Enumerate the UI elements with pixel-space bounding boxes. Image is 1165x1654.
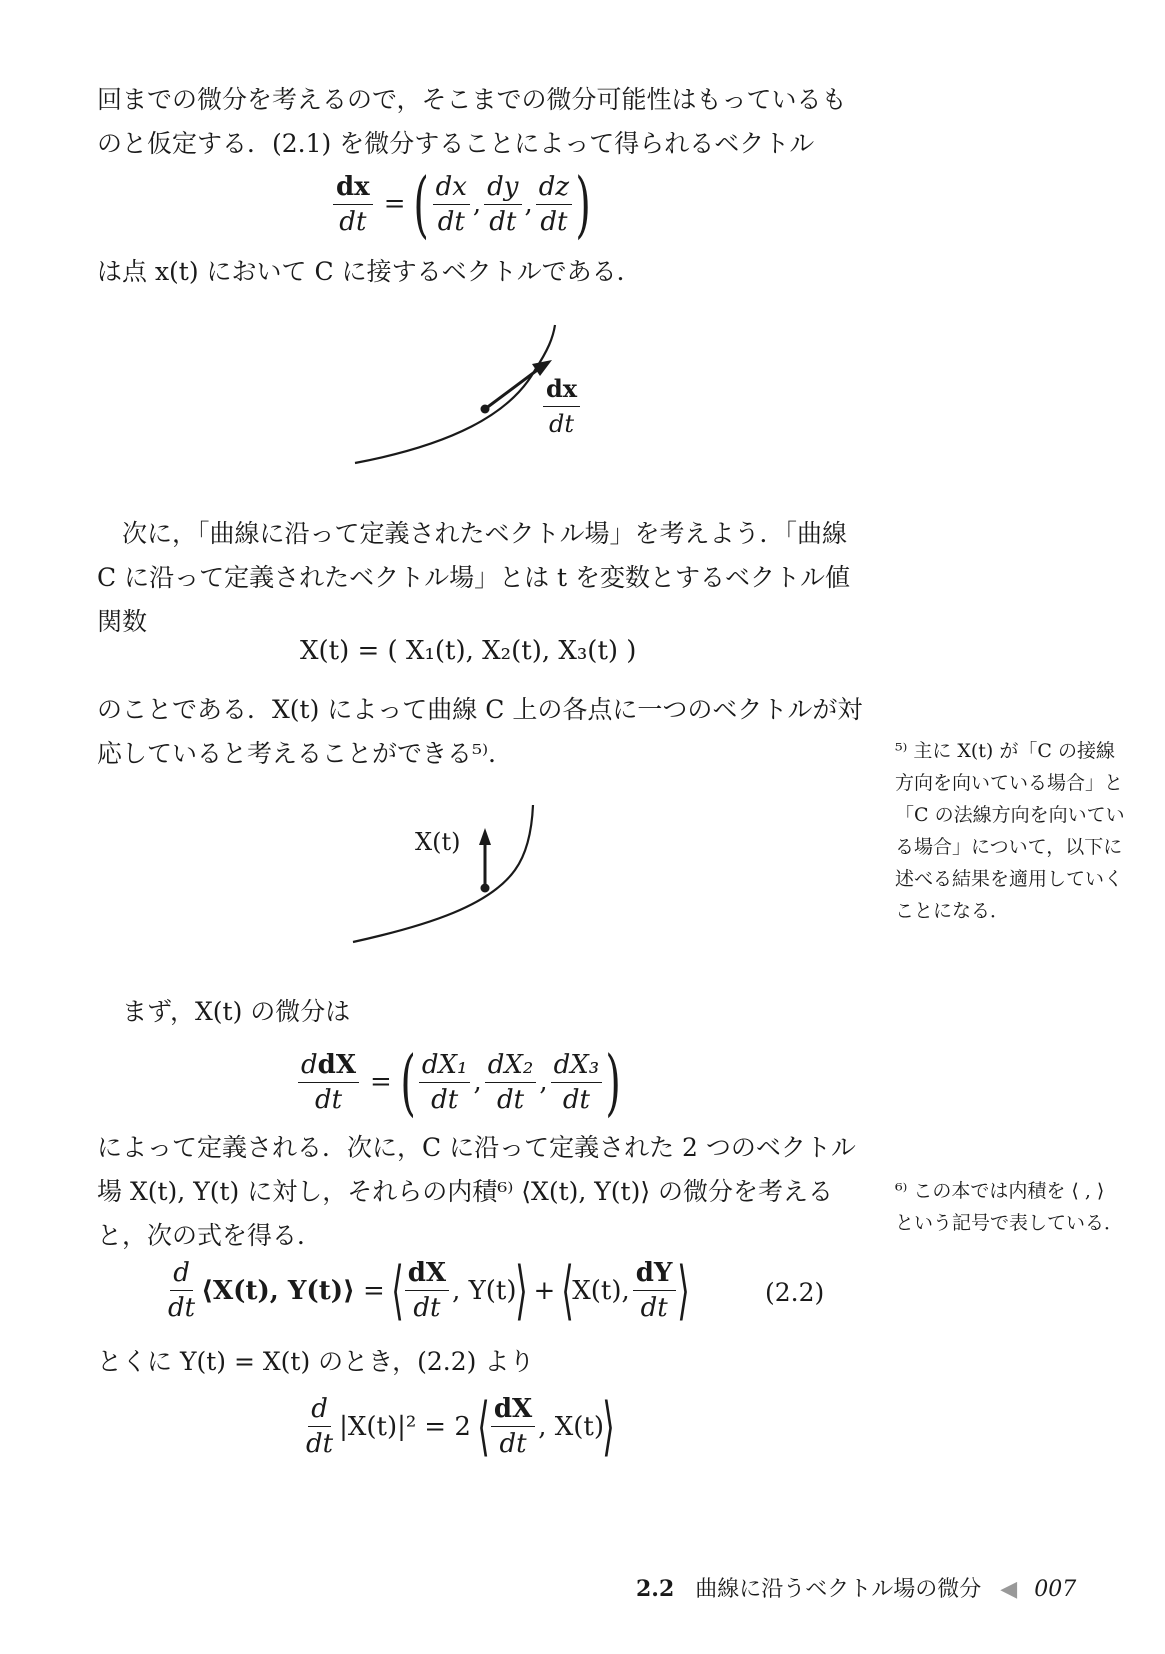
paragraph-vector-field: 次に，「曲線に沿って定義されたベクトル場」を考えよう．「曲線 C に沿って定義されたベクトル場」とは t を変数とするベクトル値関数 [97,519,851,636]
footer-title: 曲線に沿うベクトル場の微分 [695,1577,982,1602]
paragraph-special-case: とくに Y(t) = X(t) のとき，(2.2) より [97,1347,535,1376]
equation-vector-derivative: $\frac{\text{ddX}}{dt}$ = ( $\frac{\text{dX₁}}{dt}$ , $\frac{\text{dX₂}}{dt}$ , $\frac{\text{dX₃}}{dt}$ ) [295,1046,621,1118]
equation-number-2-2: (2.2) [765,1278,825,1307]
equation-vector-field: X(t) = ( X₁(t), X₂(t), X₃(t) ) [300,636,637,666]
footer-triangle-icon: ◀ [1000,1577,1018,1602]
equation-2-2: $\frac{d}{dt}$ ⟨X(t), Y(t)⟩ = ⟨ $\frac{dX}{dt}$ , Y(t) ⟩ + ⟨ X(t), $\frac{dY}{dt}$ ⟩ [168,1253,690,1328]
equation-tangent-vector: $\frac{dx}{dt}$ = ( $\frac{dx}{dt}$ , $\frac{dy}{dt}$ , $\frac{dz}{dt}$ ) [330,168,591,240]
paragraph-derivative: まず，X(t) の微分は [122,997,351,1026]
page-number: 007 [1034,1577,1077,1602]
footnote-6: ⁶⁾ この本では内積を ⟨ , ⟩ という記号で表している． [895,1180,1124,1234]
figure-vector-label: X(t) [415,828,461,856]
footer [636,1572,1076,1603]
footer-section: 2.2 [636,1576,675,1602]
figure-vector-field [340,800,580,950]
paragraph-correspondence: のことである．X(t) によって曲線 C 上の各点に一つのベクトルが対応していると考えることができる⁵⁾． [97,695,863,768]
paragraph-intro: 回までの微分を考えるので，そこまでの微分可能性はもっているものと仮定する．(2.1) を微分することによって得られるベクトル [97,85,847,158]
paragraph-tangent: は点 x(t) において C に接するベクトルである． [97,257,642,286]
paragraph-inner-product: によって定義される．次に，C に沿って定義された 2 つのベクトル場 X(t), Y(t) に対し，それらの内積⁶⁾ ⟨X(t), Y(t)⟩ の微分を考えると，次の式を得る． [97,1133,856,1250]
equation-norm-derivative: $\frac{d}{dt}$ |X(t)|² = 2 ⟨ $\frac{dX}{dt}$ , X(t) ⟩ [306,1389,615,1464]
footnote-5: ⁵⁾ 主に X(t) が「C の接線方向を向いている場合」と「C の法線方向を向いている場合」について，以下に述べる結果を適用していくことになる． [895,740,1125,922]
figure-tangent-label: $\frac{dx}{dt}$ [540,372,583,441]
